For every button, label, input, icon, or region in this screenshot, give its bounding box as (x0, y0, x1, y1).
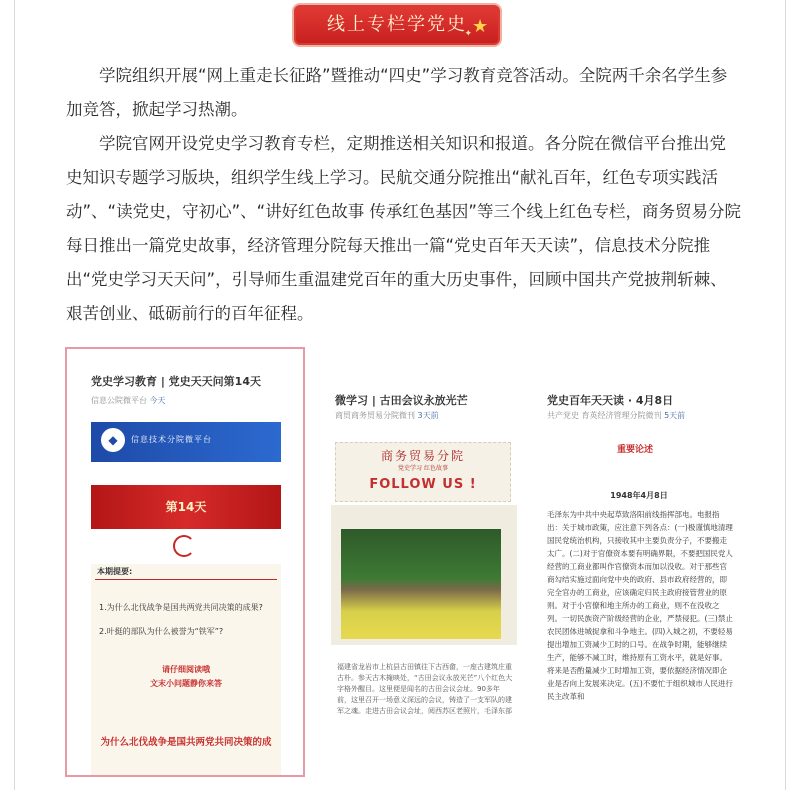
right-frame-line (785, 0, 786, 790)
card-meta-source: 商贸商务贸易分院微刊 (335, 411, 415, 420)
card-meta-source: 信息公院微平台 (91, 396, 147, 405)
follow-us-text: FOLLOW US ! (369, 477, 477, 492)
card-red-banner (91, 485, 281, 529)
card-title: 党史学习教育 | 党史天天问第14天 (91, 375, 261, 388)
screenshot-card-economics (537, 380, 741, 770)
screenshot-card-info-tech (65, 347, 305, 777)
card-meta (91, 395, 166, 406)
screenshot-card-commerce (325, 380, 525, 770)
left-frame-line (14, 0, 15, 790)
card-meta-time: 3天前 (417, 411, 439, 420)
card-meta (335, 410, 439, 421)
section-header-title: 线上专栏学党史 (327, 14, 467, 35)
photo-frame (331, 505, 517, 645)
banner-text: 信息技术分院微平台 (131, 435, 212, 444)
article-text: 毛泽东为中共中央起草致洛阳前线指挥部电。电报指出：关于城市政策，应注意下列各点：(一)极谨慎地清理国民党统治机构，只接收其中主要负责分子，不要搬走太广。(二)对于官僚资本要有明确界限，不要把国民党人经营的工商业都叫作官僚资本而加以没收。对于那些官商勾结实施过面向党中央的政府、县市政府经营的，即完全官办的工商业，应该确定归民主政府接管营业的原则。对于小官僚和地主所办的工商业，则不在没收之列。一切民族资产阶级经营的企业，严禁侵犯。(三)禁止农民团体进城捉拿和斗争地主。(四)入城之初，不要轻易提出增加工资减少工时的口号。在战争时期，能够继续生产，能够不减工时，维持原有工资水平，就是好事。将来是否酌量减少工时增加工资，要依据经济情况即企业是否向上发展来决定。(五)不要忙于组织城市人民进行民主改革和 (547, 510, 733, 701)
article-date: 1948年4月8日 (610, 491, 668, 500)
day-label: 第14天 (165, 500, 207, 514)
read-prompt: 请仔细阅读哦 (162, 665, 210, 674)
card-meta-source: 育英经济管理分院微刊 (581, 411, 662, 420)
card-meta-time: 5天前 (664, 411, 686, 420)
college-logo-icon: ◆ (101, 428, 125, 452)
card-meta-org: 共产党史 (547, 411, 579, 420)
paragraph-1: 学院组织开展“网上重走长征路”暨推动“四史”学习教育竞答活动。全院两千余名学生参加竞答，掀起学习热潮。 (66, 66, 728, 119)
question-2: 2.叶挺的部队为什么被誉为“铁军”? (99, 627, 224, 636)
paragraph-2: 学院官网开设党史学习教育专栏，定期推送相关知识和报道。各分院在微信平台推出党史知识专题学习版块，组织学生线上学习。民航交通分院推出“献礼百年，红色专项实践活动”、“读党史，守初心”、“讲好红色故事 传承红色基因”等三个线上红色专栏，商务贸易分院每日推出一篇党史故事，经济管理分院每天推出一篇“党史百年天天读”，信息技术分院推出“党史学习天天问”，引导师生重温建党百年的重大历史事件，回顾中国共产党披荆斩棘、艰苦创业、砥砺前行的百年征程。 (66, 134, 741, 323)
question-1: 1.为什么北伐战争是国共两党共同决策的成果? (99, 603, 263, 612)
summary-label: 本期提要: (97, 567, 133, 576)
card-blue-banner (91, 422, 281, 462)
loading-spinner-icon (173, 535, 195, 557)
divider (95, 579, 277, 580)
section-header-banner (292, 3, 502, 47)
follow-banner (335, 442, 511, 502)
card-meta-time: 今天 (149, 396, 166, 405)
banner-subtitle: 党史学习 红色故事 (398, 465, 448, 472)
banner-title: 商务贸易分院 (380, 449, 465, 463)
answer-prompt: 文末小问题静你来答 (150, 679, 222, 688)
section-label: 重要论述 (617, 445, 654, 455)
card-meta (547, 410, 685, 421)
sparkle-icon: ✦ (464, 29, 472, 39)
card-title: 微学习 | 古田会议永放光芒 (335, 394, 468, 407)
card-title: 党史百年天天读 · 4月8日 (547, 394, 674, 407)
card-bottom-heading: 为什么北伐战争是国共两党共同决策的成 (100, 737, 272, 748)
star-icon: ★ (472, 16, 489, 37)
article-text: 福建省龙岩市上杭县古田镇往下古西畲，一座古建筑庄重古朴。参天古木掩映处，“古田会议永放光芒”八个红色大字格外醒目。这里便是闻名的古田会议会址。90多年前，这里召开一场意义深远的会议，铸造了一支军队的建军之魂。走进古田会议会址，阅西苏区老照片，毛泽东部 (337, 663, 513, 715)
gutian-site-photo (341, 529, 501, 639)
